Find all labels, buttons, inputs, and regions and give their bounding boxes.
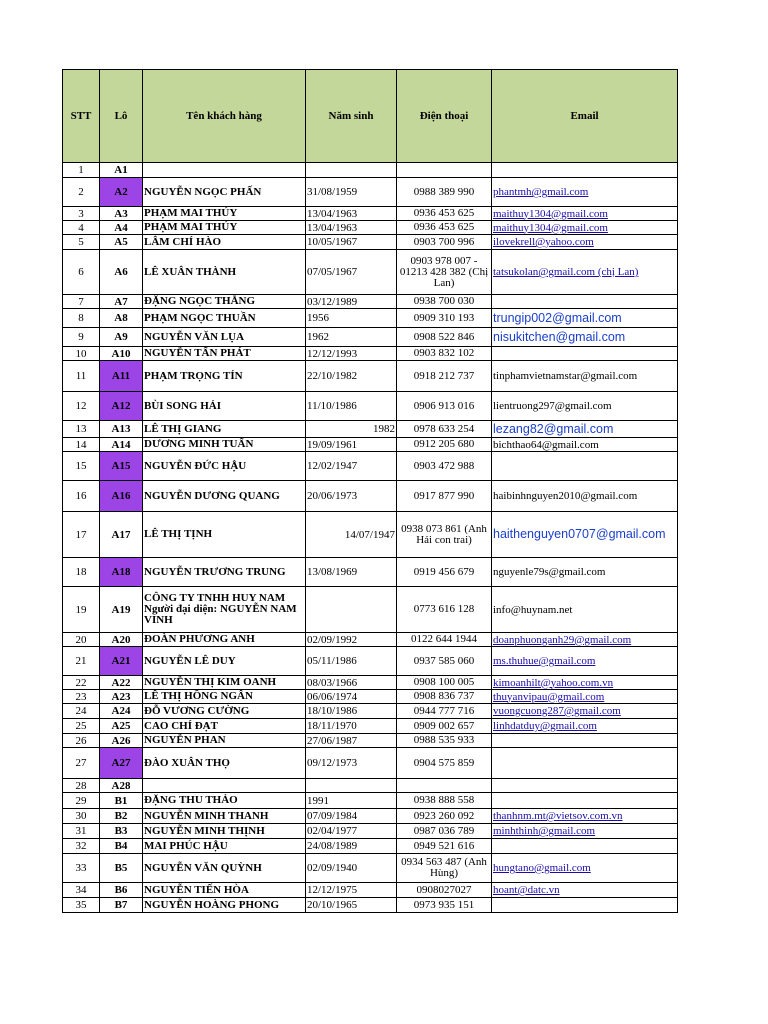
table-row xyxy=(63,719,678,734)
table-row xyxy=(63,481,678,512)
table-row xyxy=(63,235,678,250)
row-phone: 0903 700 996 xyxy=(397,235,492,250)
row-stt: 15 xyxy=(63,452,100,481)
row-stt: 9 xyxy=(63,328,100,347)
row-lot: A16 xyxy=(100,481,143,512)
row-birth-year: 11/10/1986 xyxy=(306,392,397,421)
row-phone: 0978 633 254 xyxy=(397,421,492,438)
row-birth-year: 14/07/1947 xyxy=(306,512,397,558)
table-row xyxy=(63,587,678,633)
row-lot: A24 xyxy=(100,704,143,719)
row-phone xyxy=(397,163,492,178)
row-customer-name: NGUYỄN NGỌC PHẤN xyxy=(143,178,306,207)
row-email xyxy=(492,676,678,690)
row-email xyxy=(492,207,678,221)
row-lot: B5 xyxy=(100,854,143,883)
row-lot: A26 xyxy=(100,734,143,748)
table-row xyxy=(63,854,678,883)
header-lot: Lô xyxy=(100,70,143,163)
email-link[interactable]: tatsukolan@gmail.com (chị Lan) xyxy=(493,266,639,278)
header-year: Năm sinh xyxy=(306,70,397,163)
table-row xyxy=(63,633,678,647)
row-stt: 17 xyxy=(63,512,100,558)
row-email xyxy=(492,328,678,347)
table-row xyxy=(63,883,678,898)
email-link[interactable]: thuyanvipau@gmail.com xyxy=(493,690,605,703)
row-customer-name: NGUYỄN VĂN LỤA xyxy=(143,328,306,347)
row-customer-name: NGUYỄN VĂN QUỲNH xyxy=(143,854,306,883)
row-stt: 26 xyxy=(63,734,100,748)
table-row xyxy=(63,779,678,793)
email-link[interactable]: info@huynam.net xyxy=(493,603,573,616)
row-birth-year: 07/09/1984 xyxy=(306,809,397,824)
row-lot: A3 xyxy=(100,207,143,221)
customer-table xyxy=(62,69,678,913)
row-stt: 34 xyxy=(63,883,100,898)
row-phone: 0923 260 092 xyxy=(397,809,492,824)
table-row xyxy=(63,328,678,347)
email-link[interactable]: vuongcuong287@gmail.com xyxy=(493,705,621,717)
email-link[interactable]: tinphamvietnamstar@gmail.com xyxy=(493,370,638,382)
row-lot: A7 xyxy=(100,295,143,309)
email-link[interactable]: nisukitchen@gmail.com xyxy=(493,329,626,344)
email-link[interactable]: bichthao64@gmail.com xyxy=(493,438,599,451)
table-row xyxy=(63,250,678,295)
row-lot: A19 xyxy=(100,587,143,633)
header-email: Email xyxy=(492,70,678,163)
row-stt: 31 xyxy=(63,824,100,839)
email-link[interactable]: ilovekrell@yahoo.com xyxy=(493,236,594,248)
row-birth-year: 10/05/1967 xyxy=(306,235,397,250)
row-birth-year: 31/08/1959 xyxy=(306,178,397,207)
row-stt: 2 xyxy=(63,178,100,207)
row-lot: A15 xyxy=(100,452,143,481)
table-row xyxy=(63,421,678,438)
row-email xyxy=(492,690,678,704)
row-lot: A11 xyxy=(100,361,143,392)
table-row xyxy=(63,207,678,221)
table-row xyxy=(63,793,678,809)
row-customer-name: NGUYỄN DƯƠNG QUANG xyxy=(143,481,306,512)
row-phone: 0937 585 060 xyxy=(397,647,492,676)
row-stt: 14 xyxy=(63,438,100,452)
row-phone: 0908 100 005 xyxy=(397,676,492,690)
row-stt: 5 xyxy=(63,235,100,250)
row-email xyxy=(492,163,678,178)
row-email xyxy=(492,839,678,854)
row-phone: 0908027027 xyxy=(397,883,492,898)
row-birth-year: 20/10/1965 xyxy=(306,898,397,913)
row-email xyxy=(492,883,678,898)
email-link[interactable]: ms.thuhue@gmail.com xyxy=(493,655,596,667)
row-customer-name: NGUYỄN MINH THỊNH xyxy=(143,824,306,839)
table-row xyxy=(63,898,678,913)
row-stt: 18 xyxy=(63,558,100,587)
row-customer-name: NGUYỄN TIẾN HÒA xyxy=(143,883,306,898)
table-row xyxy=(63,361,678,392)
row-birth-year xyxy=(306,779,397,793)
row-lot: B7 xyxy=(100,898,143,913)
row-lot: A23 xyxy=(100,690,143,704)
table-row xyxy=(63,690,678,704)
row-customer-name: PHẠM MAI THÚY xyxy=(143,221,306,235)
row-birth-year: 20/06/1973 xyxy=(306,481,397,512)
row-stt: 11 xyxy=(63,361,100,392)
row-phone: 0906 913 016 xyxy=(397,392,492,421)
row-customer-name: NGUYỄN TRƯƠNG TRUNG xyxy=(143,558,306,587)
row-birth-year: 08/03/1966 xyxy=(306,676,397,690)
row-lot: A14 xyxy=(100,438,143,452)
row-email xyxy=(492,704,678,719)
row-phone: 0944 777 716 xyxy=(397,704,492,719)
email-link[interactable]: haithenguyen0707@gmail.com xyxy=(493,527,666,541)
row-stt: 13 xyxy=(63,421,100,438)
row-phone: 0908 522 846 xyxy=(397,328,492,347)
row-customer-name: NGUYỄN TẤN PHÁT xyxy=(143,347,306,361)
row-customer-name: CÔNG TY TNHH HUY NAM Người đại diện: NGUYỄN NAM VINH xyxy=(143,587,306,633)
row-lot: A2 xyxy=(100,178,143,207)
row-birth-year: 07/05/1967 xyxy=(306,250,397,295)
row-email xyxy=(492,809,678,824)
row-lot: B2 xyxy=(100,809,143,824)
row-lot: A17 xyxy=(100,512,143,558)
row-lot: A20 xyxy=(100,633,143,647)
email-link[interactable]: maithuy1304@gmail.com xyxy=(493,207,608,220)
email-link[interactable]: hoant@datc.vn xyxy=(493,884,560,896)
row-birth-year: 19/09/1961 xyxy=(306,438,397,452)
row-email xyxy=(492,295,678,309)
email-link[interactable]: lezang82@gmail.com xyxy=(493,421,614,436)
row-customer-name: PHẠM MAI THÚY xyxy=(143,207,306,221)
row-lot: A1 xyxy=(100,163,143,178)
row-stt: 24 xyxy=(63,704,100,719)
row-stt: 8 xyxy=(63,309,100,328)
row-birth-year: 02/09/1992 xyxy=(306,633,397,647)
email-link[interactable]: trungip002@gmail.com xyxy=(493,310,622,325)
row-phone: 0903 472 988 xyxy=(397,452,492,481)
row-email xyxy=(492,779,678,793)
row-lot: B6 xyxy=(100,883,143,898)
row-lot: B4 xyxy=(100,839,143,854)
row-email xyxy=(492,734,678,748)
table-row xyxy=(63,178,678,207)
row-birth-year: 02/09/1940 xyxy=(306,854,397,883)
row-birth-year: 22/10/1982 xyxy=(306,361,397,392)
row-lot: A12 xyxy=(100,392,143,421)
row-customer-name: NGUYỄN THỊ KIM OANH xyxy=(143,676,306,690)
table-row xyxy=(63,748,678,779)
table-row xyxy=(63,809,678,824)
row-phone: 0918 212 737 xyxy=(397,361,492,392)
row-birth-year: 12/12/1975 xyxy=(306,883,397,898)
row-stt: 4 xyxy=(63,221,100,235)
row-customer-name: ĐỖ VƯƠNG CƯỜNG xyxy=(143,704,306,719)
row-customer-name: ĐẶNG NGỌC THẮNG xyxy=(143,295,306,309)
row-stt: 22 xyxy=(63,676,100,690)
row-email xyxy=(492,221,678,235)
table-row xyxy=(63,452,678,481)
row-email xyxy=(492,438,678,452)
row-email xyxy=(492,898,678,913)
email-link[interactable]: doanphuonganh29@gmail.com xyxy=(493,633,632,646)
row-lot: A4 xyxy=(100,221,143,235)
row-stt: 16 xyxy=(63,481,100,512)
table-body xyxy=(63,163,678,913)
row-phone: 0973 935 151 xyxy=(397,898,492,913)
row-phone: 0949 521 616 xyxy=(397,839,492,854)
table-row xyxy=(63,221,678,235)
row-customer-name: LÂM CHÍ HÀO xyxy=(143,235,306,250)
table-row xyxy=(63,704,678,719)
row-customer-name: MAI PHÚC HẬU xyxy=(143,839,306,854)
row-customer-name: NGUYỄN MINH THANH xyxy=(143,809,306,824)
email-link[interactable]: hungtano@gmail.com xyxy=(493,862,591,874)
row-lot: A10 xyxy=(100,347,143,361)
table-row xyxy=(63,309,678,328)
row-birth-year: 09/12/1973 xyxy=(306,748,397,779)
header-stt: STT xyxy=(63,70,100,163)
row-customer-name: LÊ THỊ TỊNH xyxy=(143,512,306,558)
row-customer-name xyxy=(143,163,306,178)
row-phone: 0909 310 193 xyxy=(397,309,492,328)
table-row xyxy=(63,676,678,690)
table-row xyxy=(63,558,678,587)
row-email xyxy=(492,512,678,558)
row-email xyxy=(492,824,678,839)
row-stt: 29 xyxy=(63,793,100,809)
row-stt: 23 xyxy=(63,690,100,704)
row-stt: 21 xyxy=(63,647,100,676)
row-stt: 20 xyxy=(63,633,100,647)
row-customer-name: LÊ THỊ HỒNG NGÂN xyxy=(143,690,306,704)
row-email xyxy=(492,178,678,207)
row-phone: 0987 036 789 xyxy=(397,824,492,839)
row-lot: A18 xyxy=(100,558,143,587)
row-customer-name: NGUYỄN ĐỨC HẬU xyxy=(143,452,306,481)
row-stt: 33 xyxy=(63,854,100,883)
row-birth-year: 1991 xyxy=(306,793,397,809)
row-phone: 0122 644 1944 xyxy=(397,633,492,647)
email-link[interactable]: minhthinh@gmail.com xyxy=(493,825,596,837)
row-stt: 35 xyxy=(63,898,100,913)
row-birth-year: 03/12/1989 xyxy=(306,295,397,309)
row-lot: A6 xyxy=(100,250,143,295)
row-email xyxy=(492,250,678,295)
row-email xyxy=(492,347,678,361)
row-birth-year: 24/08/1989 xyxy=(306,839,397,854)
email-link[interactable]: haibinhnguyen2010@gmail.com xyxy=(493,490,638,502)
row-customer-name: NGUYỄN PHAN xyxy=(143,734,306,748)
row-phone: 0988 535 933 xyxy=(397,734,492,748)
row-birth-year: 1962 xyxy=(306,328,397,347)
table-row xyxy=(63,295,678,309)
row-stt: 3 xyxy=(63,207,100,221)
table-row xyxy=(63,163,678,178)
row-stt: 19 xyxy=(63,587,100,633)
row-phone: 0904 575 859 xyxy=(397,748,492,779)
row-birth-year: 12/02/1947 xyxy=(306,452,397,481)
row-customer-name: DƯƠNG MINH TUẤN xyxy=(143,438,306,452)
row-phone: 0903 832 102 xyxy=(397,347,492,361)
row-stt: 6 xyxy=(63,250,100,295)
row-birth-year: 13/04/1963 xyxy=(306,221,397,235)
table-row xyxy=(63,647,678,676)
row-lot: A25 xyxy=(100,719,143,734)
row-stt: 25 xyxy=(63,719,100,734)
row-phone xyxy=(397,779,492,793)
row-phone: 0938 073 861 (Anh Hải con trai) xyxy=(397,512,492,558)
row-lot: A27 xyxy=(100,748,143,779)
row-customer-name: ĐÀO XUÂN THỌ xyxy=(143,748,306,779)
row-phone: 0903 978 007 - 01213 428 382 (Chị Lan) xyxy=(397,250,492,295)
row-birth-year: 12/12/1993 xyxy=(306,347,397,361)
row-birth-year: 18/11/1970 xyxy=(306,719,397,734)
row-phone: 0934 563 487 (Anh Hùng) xyxy=(397,854,492,883)
row-email xyxy=(492,633,678,647)
table-row xyxy=(63,438,678,452)
row-email xyxy=(492,309,678,328)
row-customer-name: NGUYỄN HOÀNG PHONG xyxy=(143,898,306,913)
row-lot: A5 xyxy=(100,235,143,250)
row-email xyxy=(492,587,678,633)
row-email xyxy=(492,392,678,421)
email-link[interactable]: maithuy1304@gmail.com xyxy=(493,221,608,234)
row-birth-year xyxy=(306,163,397,178)
row-birth-year: 13/04/1963 xyxy=(306,207,397,221)
row-lot: A22 xyxy=(100,676,143,690)
row-lot: A9 xyxy=(100,328,143,347)
header-row xyxy=(63,70,678,163)
row-customer-name: LÊ THỊ GIANG xyxy=(143,421,306,438)
row-stt: 27 xyxy=(63,748,100,779)
row-stt: 10 xyxy=(63,347,100,361)
email-link[interactable]: kimoanhilt@yahoo.com.vn xyxy=(493,676,614,689)
row-lot: A28 xyxy=(100,779,143,793)
table-row xyxy=(63,824,678,839)
table-row xyxy=(63,512,678,558)
row-phone: 0938 700 030 xyxy=(397,295,492,309)
row-email xyxy=(492,647,678,676)
row-phone: 0917 877 990 xyxy=(397,481,492,512)
row-birth-year: 13/08/1969 xyxy=(306,558,397,587)
email-link[interactable]: lientruong297@gmail.com xyxy=(493,400,612,412)
row-phone: 0919 456 679 xyxy=(397,558,492,587)
row-stt: 7 xyxy=(63,295,100,309)
row-email xyxy=(492,361,678,392)
table-row xyxy=(63,392,678,421)
row-email xyxy=(492,854,678,883)
row-email xyxy=(492,452,678,481)
row-stt: 12 xyxy=(63,392,100,421)
row-stt: 32 xyxy=(63,839,100,854)
row-email xyxy=(492,748,678,779)
row-email xyxy=(492,719,678,734)
email-link[interactable]: nguyenle79s@gmail.com xyxy=(493,566,606,578)
row-birth-year xyxy=(306,587,397,633)
row-customer-name: CAO CHÍ ĐẠT xyxy=(143,719,306,734)
row-birth-year: 1956 xyxy=(306,309,397,328)
email-link[interactable]: thanhnm.mt@vietsov.com.vn xyxy=(493,810,623,822)
row-lot: B3 xyxy=(100,824,143,839)
row-phone: 0936 453 625 xyxy=(397,221,492,235)
row-customer-name xyxy=(143,779,306,793)
email-link[interactable]: phantmh@gmail.com xyxy=(493,186,589,198)
row-phone: 0773 616 128 xyxy=(397,587,492,633)
row-email xyxy=(492,558,678,587)
row-birth-year: 1982 xyxy=(306,421,397,438)
row-birth-year: 27/06/1987 xyxy=(306,734,397,748)
row-customer-name: ĐẶNG THU THẢO xyxy=(143,793,306,809)
row-lot: A21 xyxy=(100,647,143,676)
row-customer-name: LÊ XUÂN THÀNH xyxy=(143,250,306,295)
header-name: Tên khách hàng xyxy=(143,70,306,163)
row-lot: A8 xyxy=(100,309,143,328)
header-phone: Điện thoại xyxy=(397,70,492,163)
row-email xyxy=(492,421,678,438)
table-row xyxy=(63,734,678,748)
row-phone: 0912 205 680 xyxy=(397,438,492,452)
row-email xyxy=(492,481,678,512)
row-birth-year: 02/04/1977 xyxy=(306,824,397,839)
table-row xyxy=(63,347,678,361)
row-customer-name: NGUYỄN LÊ DUY xyxy=(143,647,306,676)
email-link[interactable]: linhdatduy@gmail.com xyxy=(493,720,597,732)
row-customer-name: PHẠM TRỌNG TÍN xyxy=(143,361,306,392)
row-phone: 0909 002 657 xyxy=(397,719,492,734)
row-customer-name: PHẠM NGỌC THUẦN xyxy=(143,309,306,328)
row-stt: 28 xyxy=(63,779,100,793)
row-birth-year: 05/11/1986 xyxy=(306,647,397,676)
row-email xyxy=(492,793,678,809)
row-lot: B1 xyxy=(100,793,143,809)
row-customer-name: ĐOÀN PHƯƠNG ANH xyxy=(143,633,306,647)
row-stt: 1 xyxy=(63,163,100,178)
table-row xyxy=(63,839,678,854)
row-phone: 0936 453 625 xyxy=(397,207,492,221)
row-birth-year: 18/10/1986 xyxy=(306,704,397,719)
row-lot: A13 xyxy=(100,421,143,438)
row-customer-name: BÙI SONG HẢI xyxy=(143,392,306,421)
row-email xyxy=(492,235,678,250)
row-stt: 30 xyxy=(63,809,100,824)
row-phone: 0908 836 737 xyxy=(397,690,492,704)
row-birth-year: 06/06/1974 xyxy=(306,690,397,704)
row-phone: 0938 888 558 xyxy=(397,793,492,809)
row-phone: 0988 389 990 xyxy=(397,178,492,207)
